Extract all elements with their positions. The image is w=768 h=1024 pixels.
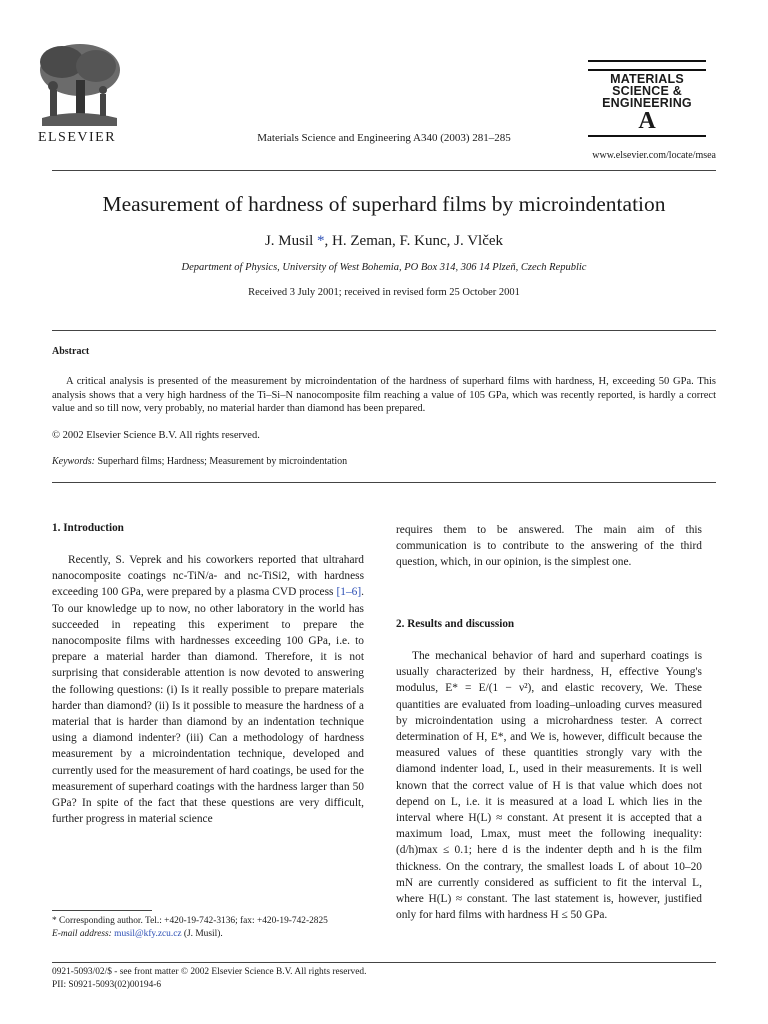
header-divider — [52, 170, 716, 171]
affiliation: Department of Physics, University of West Bohemia, PO Box 314, 306 14 Plzeň, Czech Republic — [181, 262, 587, 273]
article-title: Measurement of hardness of superhard films by microindentation — [102, 192, 666, 216]
journal-citation: Materials Science and Engineering A340 (2003) 281–285 — [257, 132, 511, 144]
journal-logo — [588, 60, 706, 137]
logo-line-3: ENGINEERING — [602, 96, 692, 110]
footer-divider — [52, 962, 716, 963]
footnote-divider — [52, 910, 152, 911]
abstract-body — [52, 375, 716, 416]
abstract-heading: Abstract — [52, 346, 90, 357]
email-line — [52, 928, 364, 941]
section-2-heading: 2. Results and discussion — [396, 618, 515, 630]
email-link[interactable]: musil@kfy.zcu.cz — [114, 929, 182, 939]
abstract-divider-top — [52, 330, 716, 331]
intro-paragraph — [52, 552, 364, 827]
issn-line: 0921-5093/02/$ - see front matter © 2002 Elsevier Science B.V. All rights reserved. — [52, 967, 367, 977]
intro-text-a: Recently, S. Veprek and his coworkers reported that ultrahard nanocomposite coatings nc-TiN/a- and nc-TiSi2, with hardness exceeding 100 GPa, were prepared by a plasma CVD process — [52, 554, 364, 599]
right-column-top — [396, 522, 702, 571]
elsevier-logo — [22, 40, 132, 146]
corresponding-author-marker[interactable]: * — [317, 233, 325, 249]
author-first: J. Musil — [264, 233, 314, 249]
keywords-label: Keywords: — [52, 456, 95, 467]
email-label: E-mail address: — [52, 929, 112, 939]
author-list — [0, 233, 768, 250]
publisher-name: ELSEVIER — [37, 130, 117, 145]
logo-line-1: MATERIALS — [610, 72, 684, 86]
footer — [52, 966, 366, 992]
abstract-copyright: © 2002 Elsevier Science B.V. All rights reserved. — [52, 430, 260, 441]
intro-continuation: requires them to be answered. The main aim of this communication is to contribute to the answering of the third question, which, in our opinion, is the simplest one. — [396, 524, 702, 569]
results-paragraph: The mechanical behavior of hard and superhard coatings is usually characterized by their hardness, H, effective Young's modulus, E* = E/(1 − ν²), and elastic recovery, We. These quantities are evaluated from loading–unloading curves measured by microindentation using a microhardness tester. A correct determination of H, E*, and We is, however, difficult because the measured values of these quantities strongly vary with the diamond indenter load, L, used in their measurements. It is well known that the correct value of H is that value which does not depend on L, i.e. it is measured at a load L which lies in the interval where H(L) ≈ constant. At present it is accepted that a maximum load, Lmax, must meet the following inequality: (d/h)max ≤ 0.1; here d is the indenter depth and h is the film thickness. On the contrary, the smallest loads L of about 10–20 mN are currently considered as sufficient to fit the interval L, where H(L) ≈ constant. The last statement is, however, justified only for hard films with hardness H ≤ 50 GPa. — [396, 650, 702, 922]
citation-link[interactable]: [1–6] — [336, 586, 362, 599]
abstract-text: A critical analysis is presented of the measurement by microindentation of the hardness of superhard films with hardness, H, exceeding 50 GPa. This analysis shows that a very high hardness of the Ti–Si–N nanocomposite film reaching a value of 105 GPa, which was recently reported, is hardly a correct value and so till now, very probably, no material harder than diamond has been prepared. — [52, 376, 716, 414]
intro-text-b: . To our knowledge up to now, no other laboratory in the world has succeeded in repeating this experiment to prepare the nanocomposite films with hardnesses exceeding 100 GPa, i.e. to prepare a material harder than diamond. Therefore, it is not surprising that considerable attention is now devoted to answering the following questions: (i) Is it really possible to prepare materials harder than diamond? (ii) Is it possible to measure the hardness of a material that is harder than diamond by an indentation technique using a diamond indenter? (iii) Can a methodology of hardness measurement by a microindentation technique, developed and currently used for the measurement of hard coatings, be used for the measurement of superhard coatings with the hardness larger than 50 GPa? In spite of the fact that these questions are very difficult, further progress in material science — [52, 586, 364, 826]
keywords — [52, 456, 347, 467]
logo-line-4: A — [638, 108, 656, 134]
keywords-text: Superhard films; Hardness; Measurement by microindentation — [97, 456, 348, 467]
corresponding-author-note: * Corresponding author. Tel.: +420-19-742-3136; fax: +420-19-742-2825 — [52, 916, 328, 926]
logo-rule — [588, 60, 706, 71]
footnote — [52, 915, 364, 941]
logo-rule-bottom — [588, 135, 706, 137]
elsevier-tree-icon — [22, 40, 132, 128]
section-1-heading: 1. Introduction — [52, 522, 124, 534]
abstract-divider-bottom — [52, 482, 716, 483]
journal-url[interactable]: www.elsevier.com/locate/msea — [592, 150, 716, 161]
right-column-bottom — [396, 648, 702, 923]
email-suffix: (J. Musil). — [183, 929, 223, 939]
logo-line-2: SCIENCE & — [612, 84, 682, 98]
received-dates: Received 3 July 2001; received in revised form 25 October 2001 — [248, 287, 520, 298]
pii-line: PII: S0921-5093(02)00194-6 — [52, 980, 162, 990]
left-column — [52, 552, 364, 827]
author-rest: , H. Zeman, F. Kunc, J. Vlček — [324, 233, 504, 249]
